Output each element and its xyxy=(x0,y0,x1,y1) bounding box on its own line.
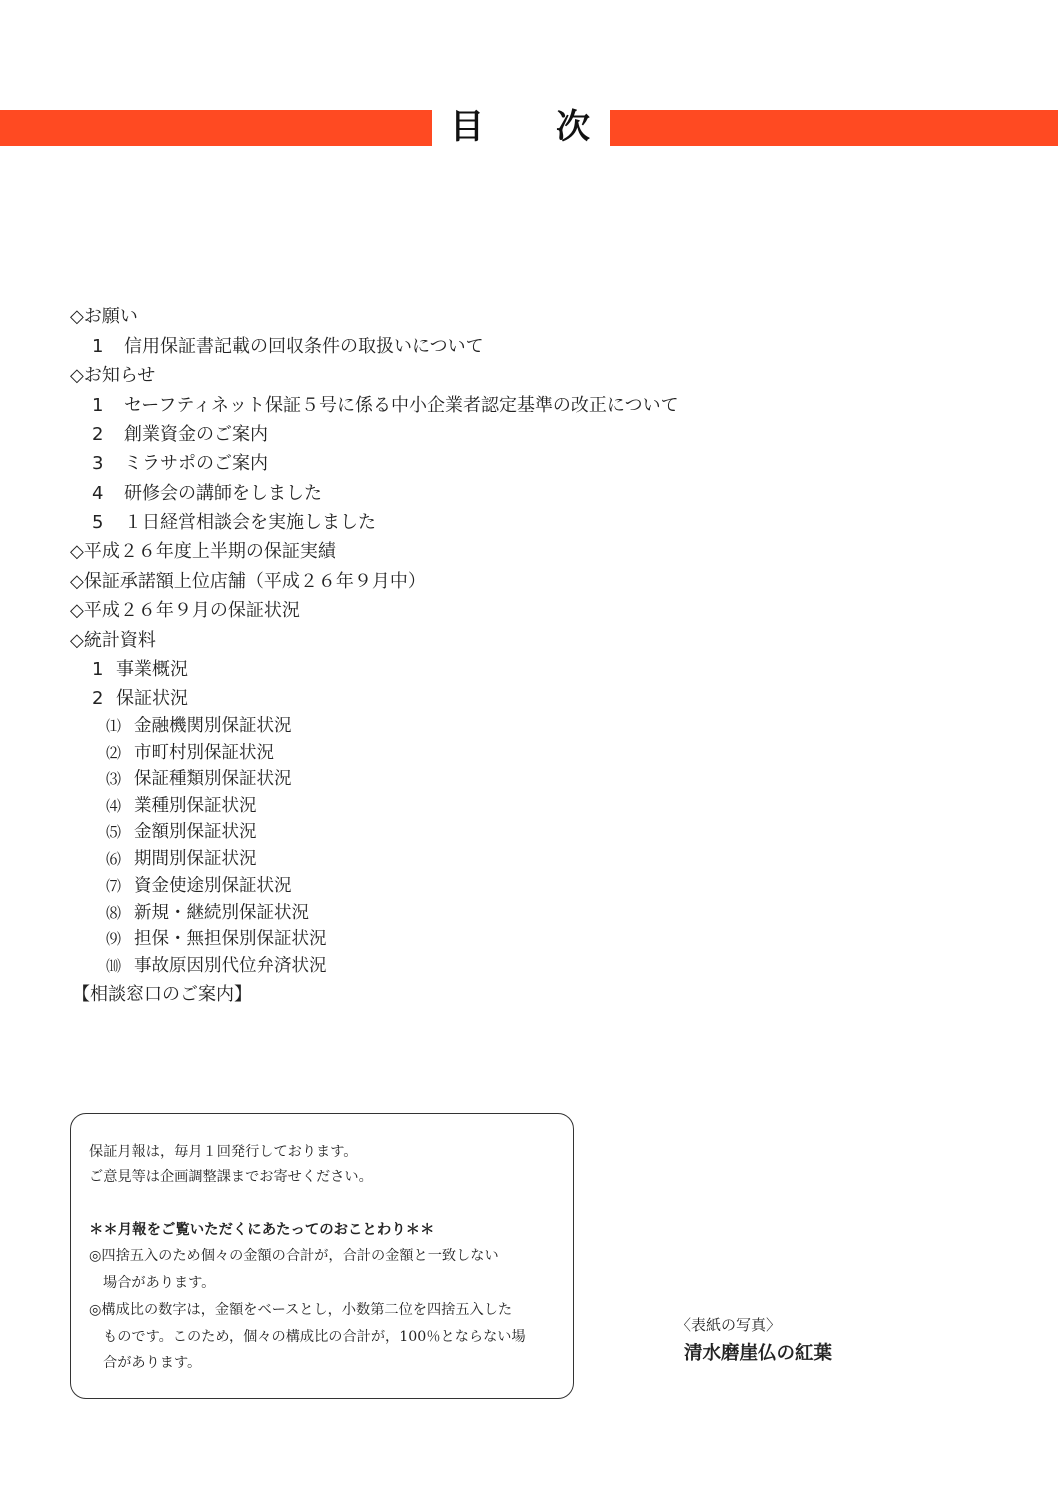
toc-subitem[interactable]: ⑺ 資金使途別保証状況 xyxy=(106,876,292,896)
toc-section-notice[interactable]: ◇お知らせ xyxy=(70,365,156,386)
toc-subitem[interactable]: ⑽ 事故原因別代位弁済状況 xyxy=(106,956,327,976)
notice-line: ◎四捨五入のため個々の金額の合計が，合計の金額と一致しない xyxy=(89,1248,499,1264)
toc-subitem[interactable]: ⑸ 金額別保証状況 xyxy=(106,822,257,842)
title-band-right xyxy=(610,110,1058,146)
notice-line: 保証月報は，毎月１回発行しております。 xyxy=(89,1144,358,1160)
toc-item[interactable]: 3 ミラサポのご案内 xyxy=(92,453,268,474)
cover-photo-caption: 〈表紙の写真〉 xyxy=(676,1316,782,1334)
page-title-right-char: 次 xyxy=(556,107,590,147)
toc-subitem[interactable]: ⑻ 新規・継続別保証状況 xyxy=(106,903,309,923)
title-band-left xyxy=(0,110,432,146)
toc-item[interactable]: 1 セーフティネット保証５号に係る中小企業者認定基準の改正について xyxy=(92,395,679,416)
notice-box xyxy=(70,1113,574,1399)
notice-line: 合があります。 xyxy=(103,1355,202,1371)
toc-item[interactable]: 1 事業概況 xyxy=(92,659,188,680)
notice-line: ものです。このため，個々の構成比の合計が，100％とならない場 xyxy=(103,1329,526,1345)
toc-subitem[interactable]: ⑴ 金融機関別保証状況 xyxy=(106,716,292,736)
notice-line: 場合があります。 xyxy=(103,1275,216,1291)
cover-photo-title: 清水磨崖仏の紅葉 xyxy=(684,1343,833,1364)
toc-section-monthly-status[interactable]: ◇平成２６年９月の保証状況 xyxy=(70,600,300,621)
notice-line: ◎構成比の数字は，金額をベースとし，小数第二位を四捨五入した xyxy=(89,1302,513,1318)
title-band xyxy=(0,107,1058,147)
toc-section-statistics[interactable]: ◇統計資料 xyxy=(70,630,156,651)
toc-item[interactable]: 4 研修会の講師をしました xyxy=(92,483,322,504)
toc-section-consultation[interactable]: 【相談窓口のご案内】 xyxy=(72,984,252,1005)
toc-subitem[interactable]: ⑼ 担保・無担保別保証状況 xyxy=(106,929,327,949)
toc-item[interactable]: 2 保証状況 xyxy=(92,688,188,709)
toc-item[interactable]: 5 １日経営相談会を実施しました xyxy=(92,512,376,533)
toc-section-request[interactable]: ◇お願い xyxy=(70,306,138,327)
toc-subitem[interactable]: ⑶ 保証種類別保証状況 xyxy=(106,769,292,789)
toc-subitem[interactable]: ⑹ 期間別保証状況 xyxy=(106,849,257,869)
toc-subitem[interactable]: ⑵ 市町村別保証状況 xyxy=(106,743,274,763)
toc-section-top-branches[interactable]: ◇保証承諾額上位店舗（平成２６年９月中） xyxy=(70,571,426,592)
toc-item[interactable]: 2 創業資金のご案内 xyxy=(92,424,268,445)
notice-heading: ＊＊月報をご覧いただくにあたってのおことわり＊＊ xyxy=(89,1222,435,1238)
toc-section-results[interactable]: ◇平成２６年度上半期の保証実績 xyxy=(70,541,336,562)
notice-line: ご意見等は企画調整課までお寄せください。 xyxy=(89,1169,373,1185)
toc-subitem[interactable]: ⑷ 業種別保証状況 xyxy=(106,796,257,816)
toc-item[interactable]: 1 信用保証書記載の回収条件の取扱いについて xyxy=(92,336,484,357)
page-title-left-char: 目 xyxy=(450,107,484,147)
